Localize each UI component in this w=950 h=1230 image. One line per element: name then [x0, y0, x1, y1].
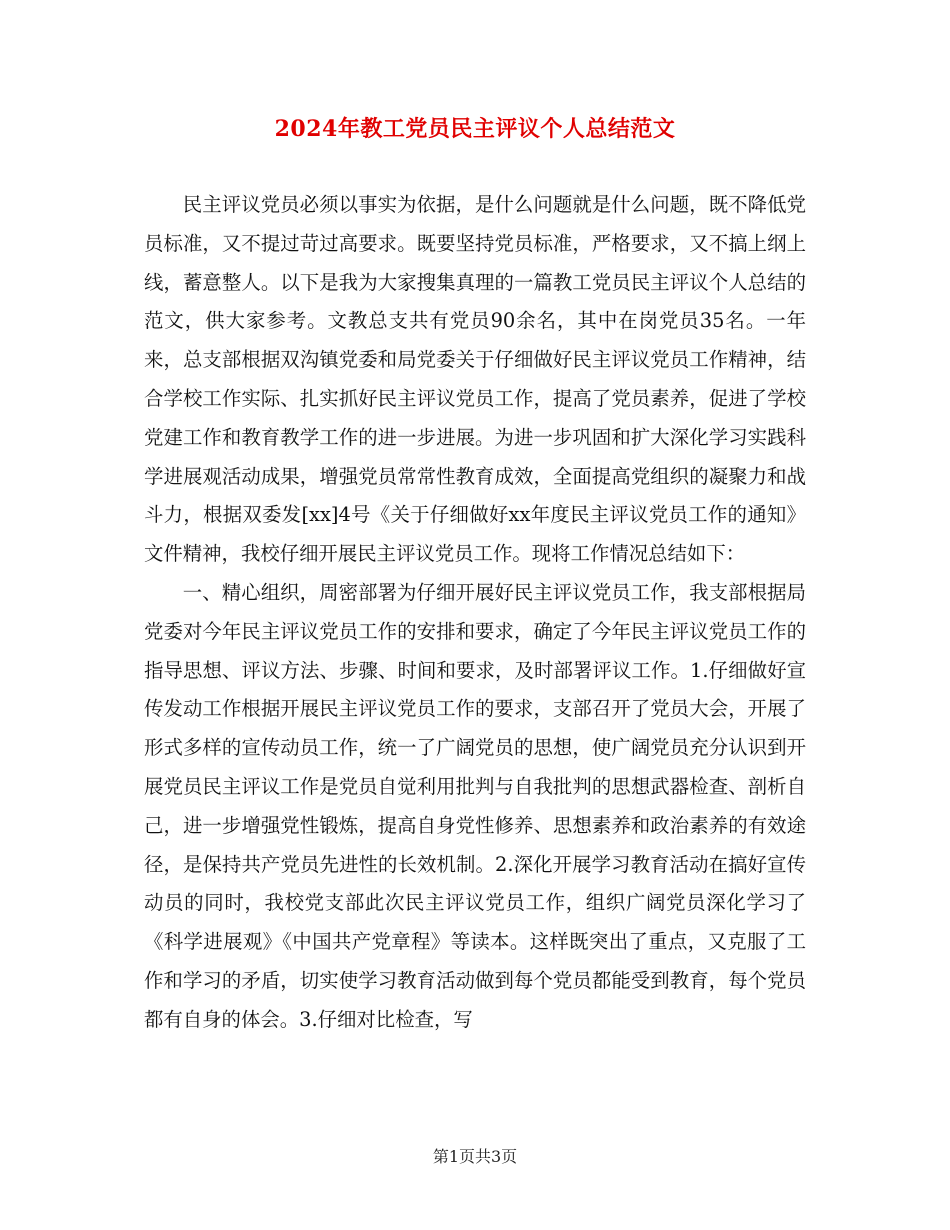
- document-body: [144, 186, 806, 1040]
- document-title: 2024年教工党员民主评议个人总结范文: [274, 116, 676, 142]
- paragraph-intro: 民主评议党员必须以事实为依据，是什么问题就是什么问题，既不降低党员标准，又不提过苛过高要求。既要坚持党员标准，严格要求，又不搞上纲上线，蓄意整人。以下是我为大家搜集真理的一篇教工党员民主评议个人总结的范文，供大家参考。文教总支共有党员90余名，其中在岗党员35名。一年来，总支部根据双沟镇党委和局党委关于仔细做好民主评议党员工作精神，结合学校工作实际、扎实抓好民主评议党员工作，提高了党员素养，促进了学校党建工作和教育教学工作的进一步进展。为进一步巩固和扩大深化学习实践科学进展观活动成果，增强党员常常性教育成效，全面提高党组织的凝聚力和战斗力，根据双委发[xx]4号《关于仔细做好xx年度民主评议党员工作的通知》文件精神，我校仔细开展民主评议党员工作。现将工作情况总结如下：: [144, 193, 806, 566]
- paragraph-section-1: 一、精心组织，周密部署为仔细开展好民主评议党员工作，我支部根据局党委对今年民主评议党员工作的安排和要求，确定了今年民主评议党员工作的指导思想、评议方法、步骤、时间和要求，及时部署评议工作。1.仔细做好宣传发动工作根据开展民主评议党员工作的要求，支部召开了党员大会，开展了形式多样的宣传动员工作，统一了广阔党员的思想，使广阔党员充分认识到开展党员民主评议工作是党员自觉利用批判与自我批判的思想武器检查、剖析自己，进一步增强党性锻炼，提高自身党性修养、思想素养和政治素养的有效途径，是保持共产党员先进性的长效机制。2.深化开展学习教育活动在搞好宣传动员的同时，我校党支部此次民主评议党员工作，组织广阔党员深化学习了《科学进展观》《中国共产党章程》等读本。这样既突出了重点，又克服了工作和学习的矛盾，切实使学习教育活动做到每个党员都能受到教育，每个党员都有自身的体会。3.仔细对比检查，写: [144, 580, 806, 1031]
- page-number: 第1页共3页: [432, 1147, 518, 1166]
